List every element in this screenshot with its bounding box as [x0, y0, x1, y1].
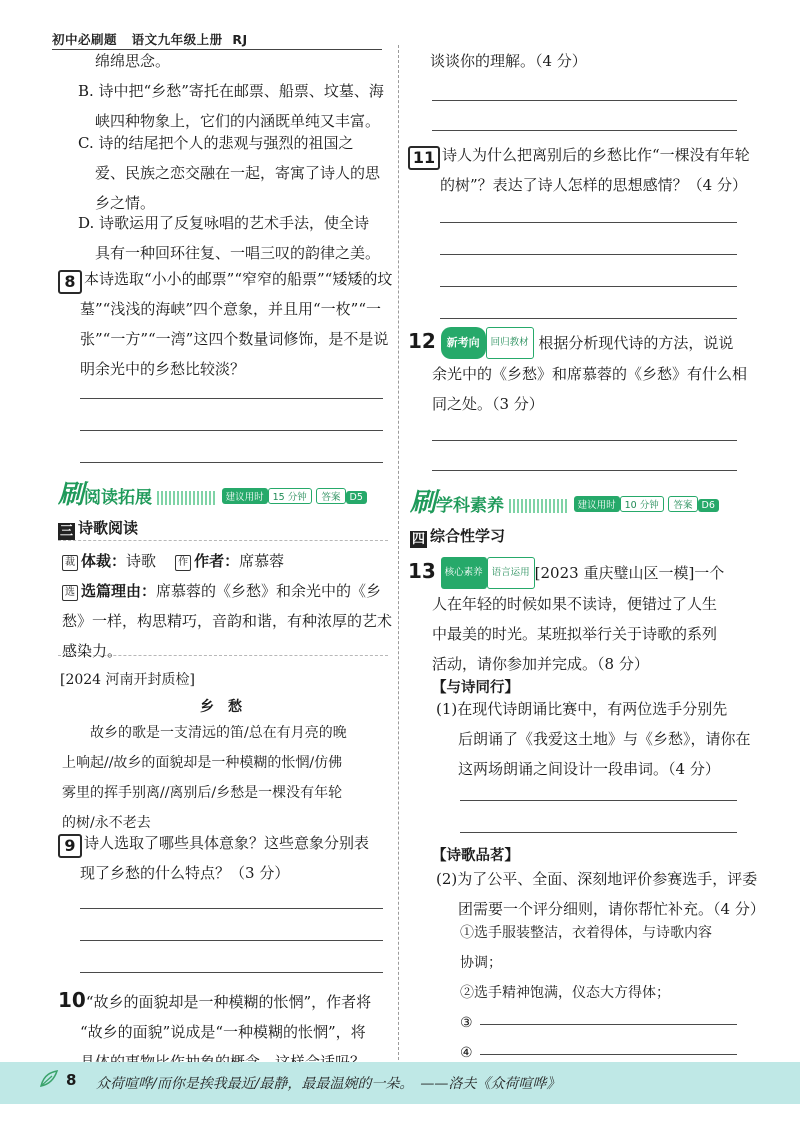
- section-title: 综合性学习: [430, 527, 506, 545]
- answer-line[interactable]: [80, 908, 383, 909]
- answer-line[interactable]: [480, 1024, 737, 1025]
- section-heading-poetry: [58, 517, 138, 540]
- header-subject: 语文九年级上册: [131, 32, 223, 47]
- q7-option-b: [78, 76, 384, 136]
- question-text: 中最美的时光。某班拟举行关于诗歌的系列: [432, 625, 718, 643]
- reason-text: 席慕蓉的《乡愁》和余光中的《乡: [156, 582, 382, 600]
- column-divider: [398, 45, 399, 1060]
- question-text: 这两场朗诵之间设计一段串词。（4 分）: [458, 760, 720, 778]
- answer-line[interactable]: [432, 440, 737, 441]
- question-number: 11: [408, 146, 440, 170]
- info-genre-author: [62, 546, 284, 576]
- answer-line[interactable]: [80, 430, 383, 431]
- question-number: 8: [58, 270, 82, 294]
- poem-line: 故乡的歌是一支清远的笛/总在有月亮的晚: [90, 725, 347, 741]
- poem-line: 雾里的挥手别离//离别后/乡愁是一棵没有年轮: [62, 785, 343, 801]
- question-text: 人在年轻的时候如果不读诗，便错过了人生: [432, 595, 718, 613]
- option-line: 具有一种回环往复、一唱三叹的韵律之美。: [95, 244, 381, 262]
- option-line: 峡四种物象上，它们的内涵既单纯又丰富。: [95, 112, 381, 130]
- question-text: “故乡的面貌”说成是“一种模糊的怅惘”，将: [80, 1023, 366, 1041]
- answer-line[interactable]: [440, 318, 737, 319]
- part1-body: [436, 694, 751, 784]
- criterion-item: ①选手服装整洁，衣着得体，与诗歌内容: [460, 925, 712, 941]
- option-line: 乡之情。: [95, 194, 156, 212]
- section-banner-reading: [58, 474, 367, 510]
- answer-pill-value: D5: [346, 491, 367, 504]
- author-label: 作者：: [194, 552, 240, 570]
- criterion-item: 协调；: [460, 955, 502, 971]
- info-reason: [62, 576, 392, 666]
- answer-line[interactable]: [432, 100, 737, 101]
- question-text: 明余光中的乡愁比较淡？: [80, 360, 246, 378]
- section-title: 诗歌阅读: [78, 519, 139, 537]
- question-text: 团需要一个评分细则，请你帮忙补充。（4 分）: [458, 900, 765, 918]
- answer-line[interactable]: [80, 462, 383, 463]
- question-8: [58, 264, 392, 384]
- part2-title: 【诗歌品茗】: [432, 848, 519, 864]
- question-11: [408, 140, 750, 200]
- language-use-tag: 语言运用: [487, 557, 535, 589]
- question-text: 活动，请你参加并完成。（8 分）: [432, 655, 649, 673]
- answer-line[interactable]: [480, 1054, 737, 1055]
- question-text: 本诗选取“小小的邮票”“窄窄的船票”“矮矮的坟: [84, 270, 393, 288]
- genre-value: 诗歌: [126, 552, 157, 570]
- page-number: 8: [66, 1071, 77, 1089]
- section-number: 三: [59, 524, 73, 539]
- banner-title: 阅读拓展: [84, 488, 153, 508]
- new-trend-badge: 新考向: [441, 327, 486, 359]
- criterion-item: ③: [460, 1015, 473, 1031]
- reason-label: 选篇理由：: [81, 582, 157, 600]
- core-literacy-tag: 核心素养: [441, 557, 487, 589]
- answer-line[interactable]: [440, 254, 737, 255]
- poem-title: 乡 愁: [200, 699, 242, 715]
- criterion-item: ④: [460, 1045, 473, 1061]
- question-text: 现了乡愁的什么特点？（3 分）: [80, 864, 290, 882]
- answer-line[interactable]: [460, 800, 737, 801]
- q10-tail: 谈谈你的理解。（4 分）: [430, 52, 587, 70]
- banner-stripes: [157, 491, 217, 505]
- question-text: 后朗诵了《我爱这土地》与《乡愁》，请你在: [458, 730, 751, 748]
- question-13: [408, 556, 724, 679]
- section-banner-literacy: [410, 482, 719, 518]
- answer-line[interactable]: [440, 222, 737, 223]
- option-line: D. 诗歌运用了反复咏唱的艺术手法，使全诗: [78, 214, 370, 232]
- leaf-icon: [38, 1068, 60, 1090]
- answer-line[interactable]: [80, 972, 383, 973]
- answer-line[interactable]: [460, 832, 737, 833]
- section-number: 四: [411, 532, 425, 547]
- answer-line[interactable]: [80, 398, 383, 399]
- part2-body: [436, 864, 765, 924]
- question-text: (1)在现代诗朗诵比赛中，有两位选手分别先: [436, 700, 728, 718]
- question-text: 同之处。（3 分）: [432, 395, 544, 413]
- reason-icon: 选: [62, 585, 78, 601]
- genre-label: 体裁：: [81, 552, 127, 570]
- header-edition: RJ: [232, 32, 248, 47]
- badge-subtag: 回归教材: [486, 327, 534, 359]
- time-pill-value: 15 分钟: [268, 488, 312, 504]
- part1-title: 【与诗同行】: [432, 680, 519, 696]
- banner-mark: 刷: [58, 480, 85, 510]
- question-text: 的树”？表达了诗人怎样的思想感情？（4 分）: [440, 176, 747, 194]
- q7-option-c: [78, 128, 380, 218]
- reason-text: 感染力。: [62, 642, 123, 660]
- question-number: 12: [408, 329, 436, 353]
- time-pill-label: 建议用时: [574, 496, 620, 512]
- question-text: 诗人为什么把离别后的乡愁比作“一棵没有年轮: [442, 146, 750, 164]
- time-pill-value: 10 分钟: [620, 496, 664, 512]
- section-heading-integrated: [410, 525, 505, 548]
- answer-line[interactable]: [80, 940, 383, 941]
- criterion-item: ②选手精神饱满，仪态大方得体；: [460, 985, 670, 1001]
- genre-icon: 裁: [62, 555, 78, 571]
- banner-stripes: [509, 499, 569, 513]
- poem-body: [62, 718, 347, 838]
- question-text: “故乡的面貌却是一种模糊的怅惘”，作者将: [85, 993, 372, 1011]
- question-9: [58, 828, 369, 888]
- question-number: 10: [58, 988, 86, 1012]
- time-pill-label: 建议用时: [222, 488, 268, 504]
- criteria-list: [460, 918, 712, 1068]
- reason-text: 愁》一样，构思精巧，音韵和谐，有种浓厚的艺术: [62, 612, 393, 630]
- question-number: 13: [408, 559, 436, 583]
- question-text: 根据分析现代诗的方法，说说: [538, 334, 734, 352]
- banner-title: 学科素养: [436, 496, 505, 516]
- question-text: 余光中的《乡愁》和席慕蓉的《乡愁》有什么相: [432, 365, 748, 383]
- answer-pill-label: 答案: [668, 496, 697, 512]
- option-line: B. 诗中把“乡愁”寄托在邮票、船票、坟墓、海: [78, 82, 384, 100]
- option-line: 爱、民族之恋交融在一起，寄寓了诗人的思: [95, 164, 381, 182]
- header-book: 初中必刷题: [52, 32, 118, 47]
- answer-line[interactable]: [440, 286, 737, 287]
- question-text: (2)为了公平、全面、深刻地评价参赛选手，评委: [436, 870, 758, 888]
- answer-line[interactable]: [432, 470, 737, 471]
- answer-pill-label: 答案: [316, 488, 345, 504]
- question-number: 9: [58, 834, 82, 858]
- question-text: 张”“一方”“一湾”这四个数量词修饰，是不是说: [80, 330, 389, 348]
- option-line: C. 诗的结尾把个人的悲观与强烈的祖国之: [78, 134, 354, 152]
- footer-quote: 众荷喧哗/而你是挨我最近/最静，最最温婉的一朵。 ——洛夫《众荷喧哗》: [96, 1076, 561, 1092]
- answer-pill-value: D6: [698, 499, 719, 512]
- q7-option-d: [78, 208, 380, 268]
- question-text: [2023 重庆璧山区一模]一个: [534, 564, 725, 582]
- q7-tail: 绵绵思念。: [95, 52, 171, 70]
- banner-mark: 刷: [410, 488, 437, 518]
- question-text: 墓”“浅浅的海峡”四个意象，并且用“一枚”“一: [80, 300, 382, 318]
- poem-source: [2024 河南开封质检]: [60, 672, 196, 688]
- answer-line[interactable]: [432, 130, 737, 131]
- author-icon: 作: [175, 555, 191, 571]
- question-12: [408, 326, 747, 419]
- author-value: 席慕蓉: [239, 552, 285, 570]
- poem-line: 的树/永不老去: [62, 815, 151, 831]
- poem-line: 上响起//故乡的面貌却是一种模糊的怅惘/仿佛: [62, 755, 343, 771]
- question-text: 诗人选取了哪些具体意象？这些意象分别表: [84, 834, 370, 852]
